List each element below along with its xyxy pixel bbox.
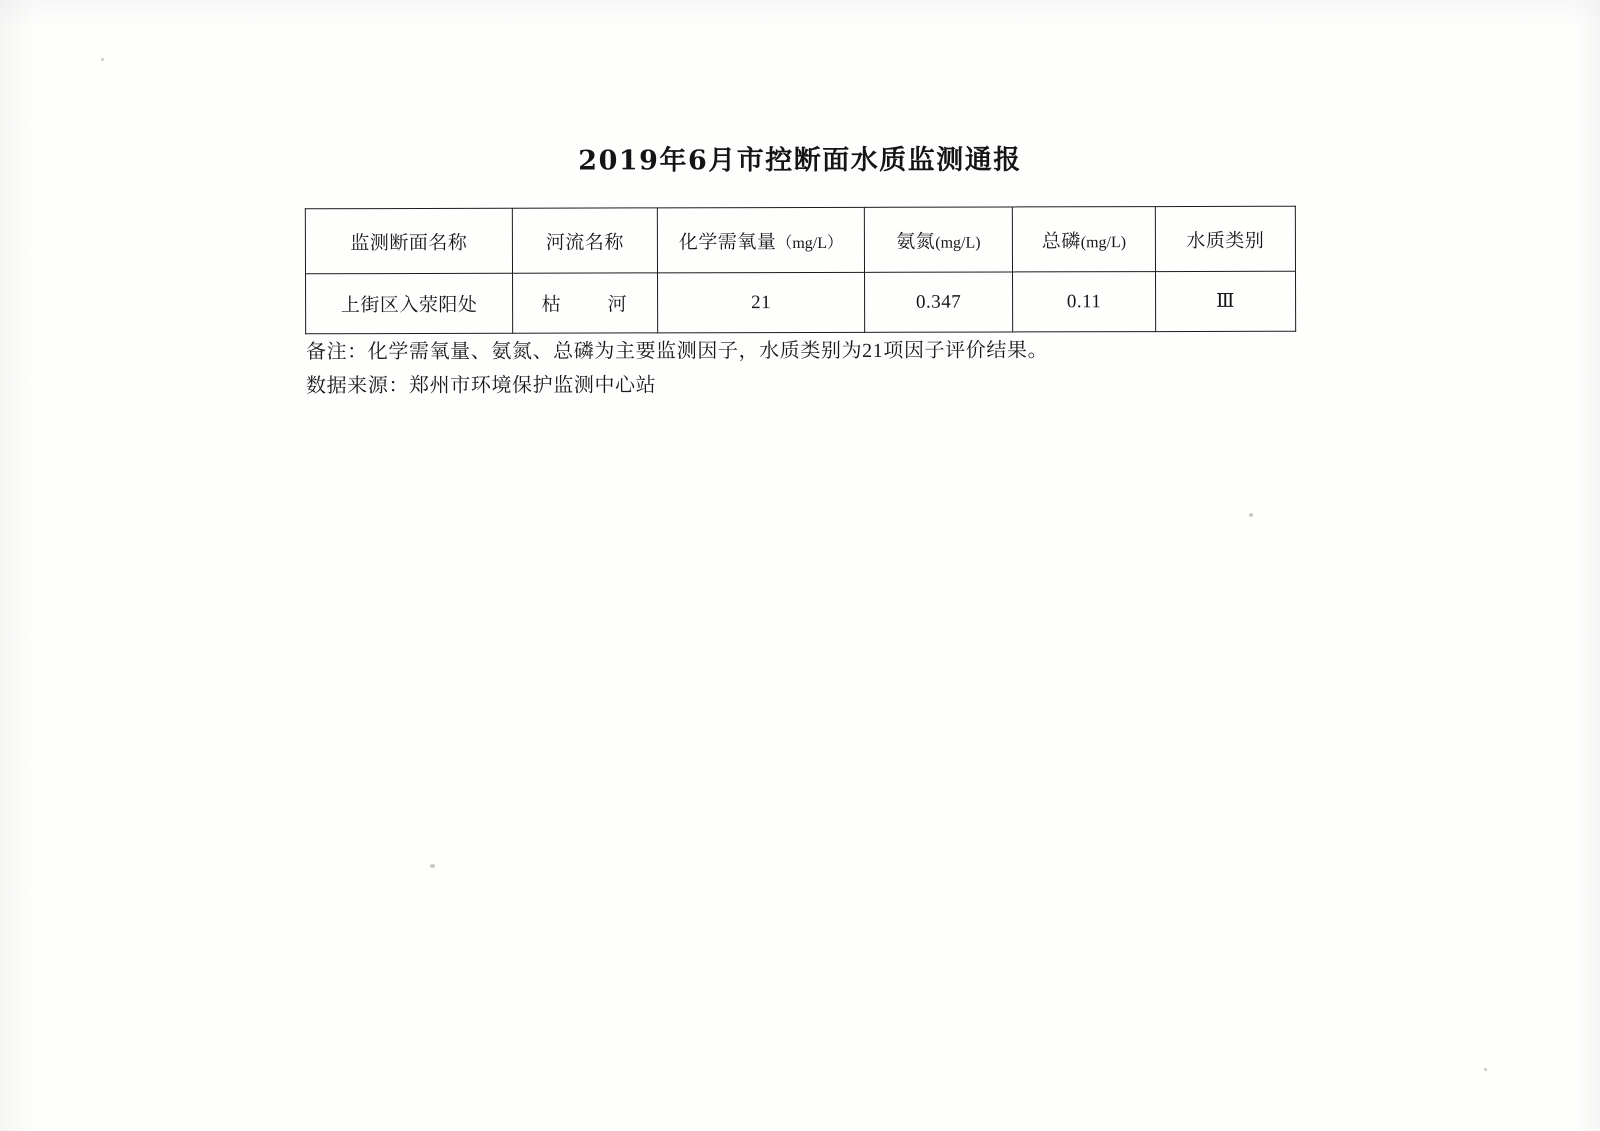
column-header-section-label: 监测断面名称	[350, 232, 468, 254]
column-header-phosphorus	[1012, 207, 1155, 272]
cell-ammonia: 0.347	[865, 272, 1013, 332]
column-header-phosphorus-unit: (mg/L)	[1080, 233, 1127, 251]
table-row	[306, 271, 1296, 334]
column-header-river	[512, 208, 657, 273]
page-title: 2019年6月市控断面水质监测通报	[578, 144, 1022, 177]
column-header-section	[305, 208, 512, 274]
note-source: 数据来源：郑州市环境保护监测中心站	[306, 374, 657, 398]
table-header-row	[305, 206, 1295, 274]
column-header-cod-label: 化学需氧量	[678, 231, 777, 253]
column-header-ammonia	[864, 207, 1012, 272]
scan-speck	[430, 864, 435, 868]
scan-speck	[1484, 1068, 1487, 1071]
cell-category: Ⅲ	[1156, 271, 1296, 331]
notes-block	[306, 333, 1406, 403]
scan-speck	[101, 58, 104, 61]
column-header-category-label: 水质类别	[1186, 230, 1265, 252]
column-header-cod	[657, 207, 864, 273]
note-remark: 备注：化学需氧量、氨氮、总磷为主要监测因子，水质类别为21项因子评价结果。	[305, 339, 1049, 364]
column-header-cod-unit: （mg/L）	[776, 234, 844, 252]
column-header-category	[1155, 206, 1295, 271]
column-header-ammonia-unit: (mg/L)	[935, 234, 981, 252]
cell-river	[513, 273, 658, 333]
scan-speck	[1249, 513, 1253, 517]
column-header-river-label: 河流名称	[545, 231, 624, 254]
cell-river-text: 枯 河	[541, 294, 641, 316]
cell-cod: 21	[658, 272, 865, 333]
cell-phosphorus: 0.11	[1013, 272, 1156, 332]
column-header-phosphorus-label: 总磷	[1041, 230, 1081, 252]
cell-section: 上街区入荥阳处	[306, 273, 513, 334]
water-quality-table	[305, 206, 1296, 335]
column-header-ammonia-label: 氨氮	[896, 231, 936, 253]
water-quality-table-container	[305, 206, 1295, 335]
